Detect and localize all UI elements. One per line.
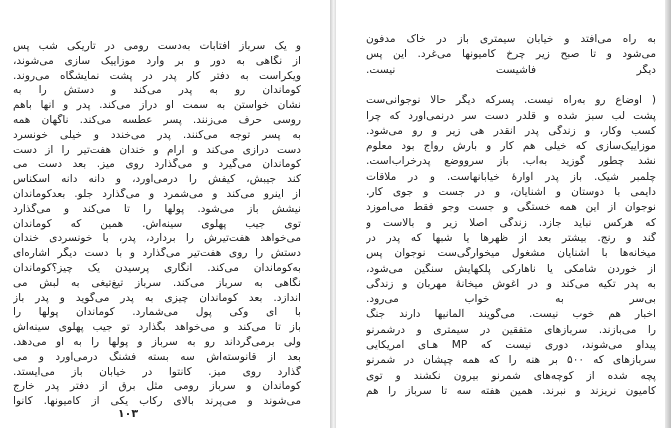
text-line: نگاهی به سرباز می‌کند. سرباز تیغ‌تیغی به لبش می — [13, 276, 301, 289]
text-line: اخبار هم خوب نیست. می‌گویند آلمانیها دارند جنگ — [366, 308, 656, 321]
text-line: گند و رنج. بیشتر بعد از ظهرها یا شبها که پدر در — [366, 231, 656, 244]
text-line: چلمبر شیک. باز پدر آوارهٔ خیابانهاست. و در ملاقات — [366, 170, 656, 183]
text-line: می‌خواهد هفت‌تیرش را بردارد، پدر، با خونسردی خندان — [13, 232, 301, 245]
text-line: از خوردن شامکی یا ناهارکی پلکهایش سنگین می‌شود، — [366, 262, 656, 275]
text-line: کامیون نریزند و نبرند. همین هفته سه تا سرباز را هم — [366, 384, 656, 397]
text-line: بعد از قانوسته‌اش سه بسته فشنگ درمی‌آورد و می — [13, 350, 301, 363]
text-line: دیگر فاشیست نیست. — [366, 63, 656, 76]
text-line: از نگاهی به دور و بر وارد موزاییک سازی می‌شوند، — [13, 54, 301, 67]
text-line: و یک سرباز آفتابات به‌دست رومی در تاریکی شب پس — [13, 40, 301, 52]
text-line: نشد چطور گوزید به‌آب. باز سرووضع پدرخراب‌است. — [366, 155, 656, 168]
text-line: به پدر تکیه می‌کند و در آغوش میخانهٔ مهربان و زندگی — [366, 277, 656, 290]
text-line: گذارد روی میز. کانتوا در خیابان باز می‌ایستد. — [13, 365, 301, 378]
text-line: نوجوان از این همه خستگی و جست وجو فقط می‌آموزد — [366, 201, 656, 214]
text-line: کند جیبش، کیفش را درمی‌آورد، و دانه دانه اسکناس — [13, 173, 301, 186]
text-line: نیشش باز می‌شود. پولها را تا می‌کند و می‌گذارد — [13, 202, 301, 215]
text-line: ( اوضاع رو به‌راه نیست. پسرکه دیگر حالا نوجوانی‌ست — [366, 94, 656, 107]
text-line: میخانه‌ها با آشنایان مشغول میخوارگی‌ست نوجوان پس — [366, 247, 656, 260]
text-line: به راه می‌افتد و خیابان سیمتری باز در خاک مدفون — [366, 33, 656, 45]
text-line: ولی برمی‌گرداند رو به سرباز و پولها را به او می‌دهد. — [13, 336, 301, 348]
text-line: به پسر توجه می‌کنند. پدر می‌خندد و خیلی خونسرد — [13, 128, 301, 141]
text-line: کوماندان رو به پدر می‌کند و دستش را به — [13, 84, 301, 97]
text-line: از اینرو می‌کند و می‌شمرد و می‌گذارد جلو. بعدکوماندان — [13, 188, 301, 200]
text-line — [366, 79, 656, 93]
text-line: دایمی با دوستان و آشنایان، و در جست و جوی کار. — [366, 186, 656, 198]
right-page — [336, 0, 671, 428]
text-line: می‌شوند و می‌پرند بالای رکاب یکی از کامیونها. کانوا — [13, 395, 301, 408]
text-line: دستش را روی هفت‌تیر می‌گذارد و با دست دیگر اشاره‌ای — [13, 247, 301, 260]
text-line: باز تا می‌کند و می‌خواهد بگذارد تو جیب پهلوی سینه‌اش — [13, 321, 301, 334]
text-line: روسی حرف می‌زنند. پسر عطسه می‌کند. ناگهان همه — [13, 114, 301, 126]
page-edge-shadow — [665, 0, 671, 428]
text-line: کسب وکار، و زندگی پدر انقدر هی زیر و رو می‌شود. — [366, 124, 656, 137]
text-line: که هرکس نباید جازد. زندگی اصلا زیر و بالاست و — [366, 216, 656, 229]
text-line: به‌کوماندان می‌کند. انگاری پرسیدن یک چیز؟کوماندان — [13, 262, 301, 274]
left-page — [0, 0, 330, 428]
text-line: اندازد. بعد کوماندان چیزی به پدر می‌گوید و پدر باز — [13, 291, 301, 304]
text-line: کوماندان و سرباز رومی مثل برق از دفتر پدر خارج — [13, 380, 301, 393]
text-line: را می‌بازند. سربازهای متفقین در سیمتری و درشمرنو — [366, 323, 656, 336]
text-line: می‌شود و تا صبح زیر چرخ کامیونها می‌غرد. این پس — [366, 48, 656, 61]
text-line: پیداو می‌شوند، دوری نیست که MP هـای آمریکایی — [366, 339, 656, 351]
text-line: دست درازی می‌کند و آرام و خندان هفت‌تیر را از دست — [13, 143, 301, 156]
text-line: پچه شده از کوچه‌های شمرنو بیرون نکشند و توی — [366, 369, 656, 382]
text-line: پشت لب سبز شده و قلدر دست سر درنمی‌آورد که چرا — [366, 109, 656, 122]
page-number: ۱۰۳ — [117, 407, 139, 420]
text-line: با ای وکی پول می‌شمارد. کوماندان پولها را — [13, 306, 301, 319]
text-line: توی جیب پهلوی سینه‌اش. همین که کوماندان — [13, 217, 301, 230]
text-line: بی‌سر به خواب می‌رود. — [366, 293, 656, 306]
text-line: ویکراست به دفتر کار پدر در پشت نمایشگاه می‌روند. — [13, 69, 301, 82]
text-line: کوماندان می‌گیرد و می‌گذارد روی میز. بعد دست می — [13, 158, 301, 171]
text-line: موزاییک‌سازی که خیلی هم کار و بارش رواج بود معلوم — [366, 140, 656, 153]
text-line: سربازهای که ۵۰۰ بر هنه را که همه چپشان در شمرنو — [366, 354, 656, 367]
text-line: نشان خواستن به سمت او دراز می‌کند. پدر و آنها باهم — [13, 99, 301, 112]
